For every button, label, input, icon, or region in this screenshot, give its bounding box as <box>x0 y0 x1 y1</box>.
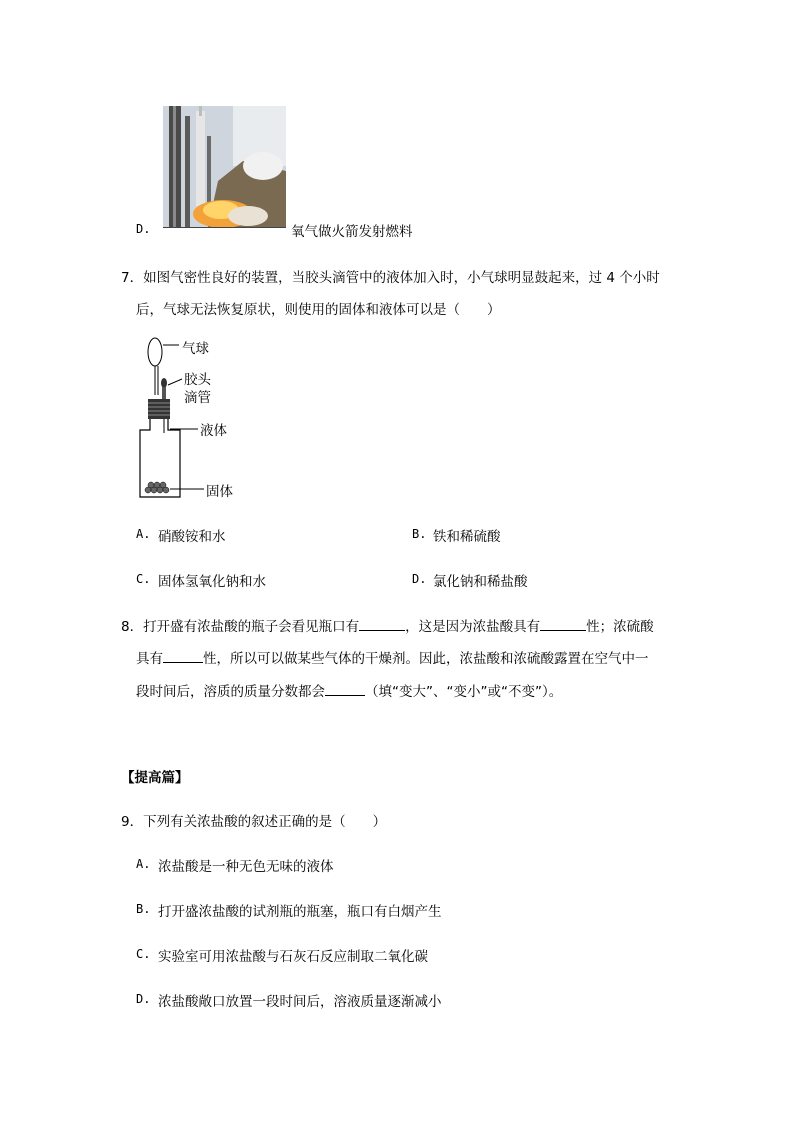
q8-line3-a: 段时间后，溶质的质量分数都会 <box>136 684 325 700</box>
q8-line2-a: 具有 <box>136 651 163 667</box>
q7-stem-line1: 7．如图气密性良好的装置，当胶头滴管中的液体加入时，小气球明显鼓起来，过 4 个小时 <box>121 270 660 286</box>
q7-option-d-label: D. <box>412 572 427 586</box>
q9-option-d-label: D. <box>136 992 151 1006</box>
q8-line1-b: ，这是因为浓盐酸具有 <box>405 619 541 635</box>
q8-line3-b: （填“变大”、“变小”或“不变”）。 <box>365 684 563 700</box>
label-dropper-1: 胶头 <box>184 372 211 388</box>
q7-option-a-text: 硝酸铵和水 <box>158 529 226 545</box>
q8-blank-4[interactable] <box>325 683 365 696</box>
q9-option-a-text: 浓盐酸是一种无色无味的液体 <box>158 859 334 875</box>
q8-line3 <box>136 680 562 700</box>
q9-option-c-label: C. <box>136 947 151 961</box>
q9-option-a-label: A. <box>136 857 151 871</box>
q8-line2 <box>136 647 649 667</box>
q8-blank-2[interactable] <box>540 618 586 631</box>
q8-line2-b: 性，所以可以做某些气体的干燥剂。因此，浓盐酸和浓硫酸露置在空气中一 <box>203 651 649 667</box>
q9-stem: 9．下列有关浓盐酸的叙述正确的是（ ） <box>121 814 387 830</box>
q8-line1-a: 8．打开盛有浓盐酸的瓶子会看见瓶口有 <box>121 619 360 635</box>
q7-stem-line2: 后，气球无法恢复原状，则使用的固体和液体可以是（ ） <box>136 302 501 318</box>
rocket-launch-photo <box>163 106 286 228</box>
label-dropper-2: 滴管 <box>184 390 211 406</box>
q9-option-b-text: 打开盛浓盐酸的试剂瓶的瓶塞，瓶口有白烟产生 <box>158 904 442 920</box>
q9-option-b-label: B. <box>136 902 151 916</box>
section-title: 【提高篇】 <box>121 770 189 786</box>
q7-option-b-text: 铁和稀硫酸 <box>433 529 501 545</box>
q6-option-d-label: D. <box>136 222 151 236</box>
q7-option-b-label: B. <box>412 527 427 541</box>
label-solid: 固体 <box>206 484 233 500</box>
apparatus-diagram <box>130 335 260 505</box>
q7-option-c-text: 固体氢氧化钠和水 <box>158 574 266 590</box>
q8-line1-c: 性；浓硫酸 <box>586 619 654 635</box>
label-balloon: 气球 <box>182 341 209 357</box>
q7-option-c-label: C. <box>136 572 151 586</box>
q7-option-a-label: A. <box>136 527 151 541</box>
q8-blank-3[interactable] <box>163 650 203 663</box>
label-liquid: 液体 <box>200 423 227 439</box>
q9-option-d-text: 浓盐酸敞口放置一段时间后，溶液质量逐渐减小 <box>158 994 442 1010</box>
q8-blank-1[interactable] <box>359 618 405 631</box>
q8-line1 <box>121 615 654 635</box>
q9-option-c-text: 实验室可用浓盐酸与石灰石反应制取二氧化碳 <box>158 949 428 965</box>
q6-option-d-text: 氧气做火箭发射燃料 <box>291 224 413 240</box>
q7-option-d-text: 氯化钠和稀盐酸 <box>433 574 528 590</box>
